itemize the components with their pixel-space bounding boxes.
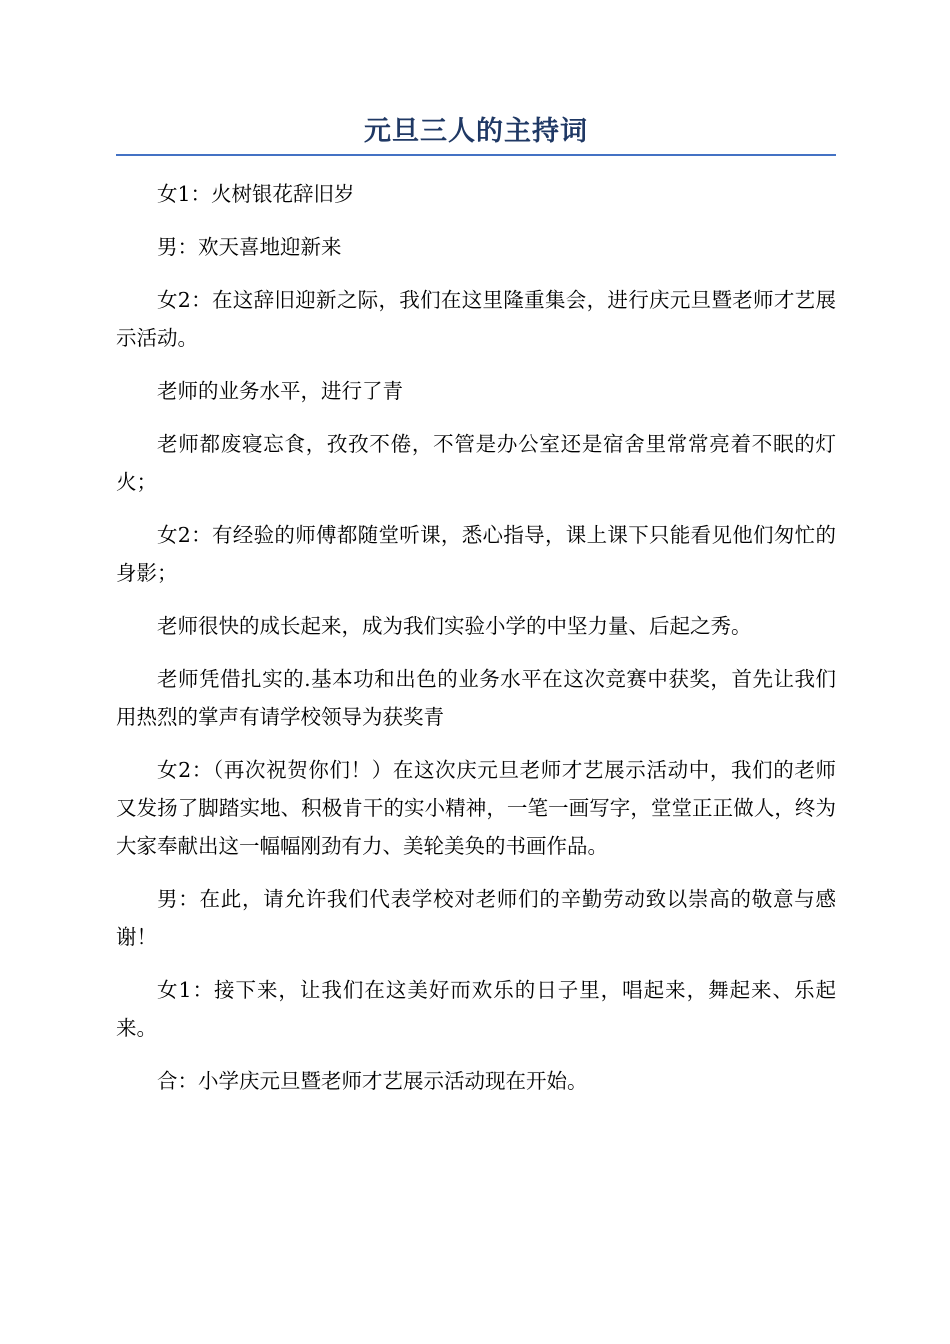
document-title: 元旦三人的主持词 bbox=[364, 116, 588, 147]
paragraph-12: 合：小学庆元旦暨老师才艺展示活动现在开始。 bbox=[157, 1069, 588, 1093]
paragraph-6: 女2：有经验的师傅都随堂听课，悉心指导，课上课下只能看见他们匆忙的身影； bbox=[116, 523, 836, 585]
paragraph-2: 男：欢天喜地迎新来 bbox=[157, 235, 342, 259]
paragraph-8: 老师凭借扎实的.基本功和出色的业务水平在这次竞赛中获奖，首先让我们用热烈的掌声有请学校领导为获奖青 bbox=[116, 667, 836, 729]
paragraph-10: 男：在此，请允许我们代表学校对老师们的辛勤劳动致以崇高的敬意与感谢！ bbox=[116, 887, 836, 949]
paragraph-5: 老师都废寝忘食，孜孜不倦，不管是办公室还是宿舍里常常亮着不眠的灯火； bbox=[116, 432, 836, 494]
paragraph-11: 女1：接下来，让我们在这美好而欢乐的日子里，唱起来，舞起来、乐起来。 bbox=[116, 978, 836, 1040]
paragraph-9: 女2：（再次祝贺你们！）在这次庆元旦老师才艺展示活动中，我们的老师又发扬了脚踏实地、积极肯干的实小精神，一笔一画写字，堂堂正正做人，终为大家奉献出这一幅幅刚劲有力、美轮美奂的书画作品。 bbox=[116, 758, 836, 858]
paragraph-3: 女2：在这辞旧迎新之际，我们在这里隆重集会，进行庆元旦暨老师才艺展示活动。 bbox=[116, 288, 836, 350]
paragraph-4: 老师的业务水平，进行了青 bbox=[157, 379, 403, 403]
document-body bbox=[116, 175, 836, 1115]
paragraph-7: 老师很快的成长起来，成为我们实验小学的中坚力量、后起之秀。 bbox=[157, 614, 752, 638]
title-block bbox=[116, 112, 836, 156]
paragraph-1: 女1：火树银花辞旧岁 bbox=[157, 182, 355, 206]
